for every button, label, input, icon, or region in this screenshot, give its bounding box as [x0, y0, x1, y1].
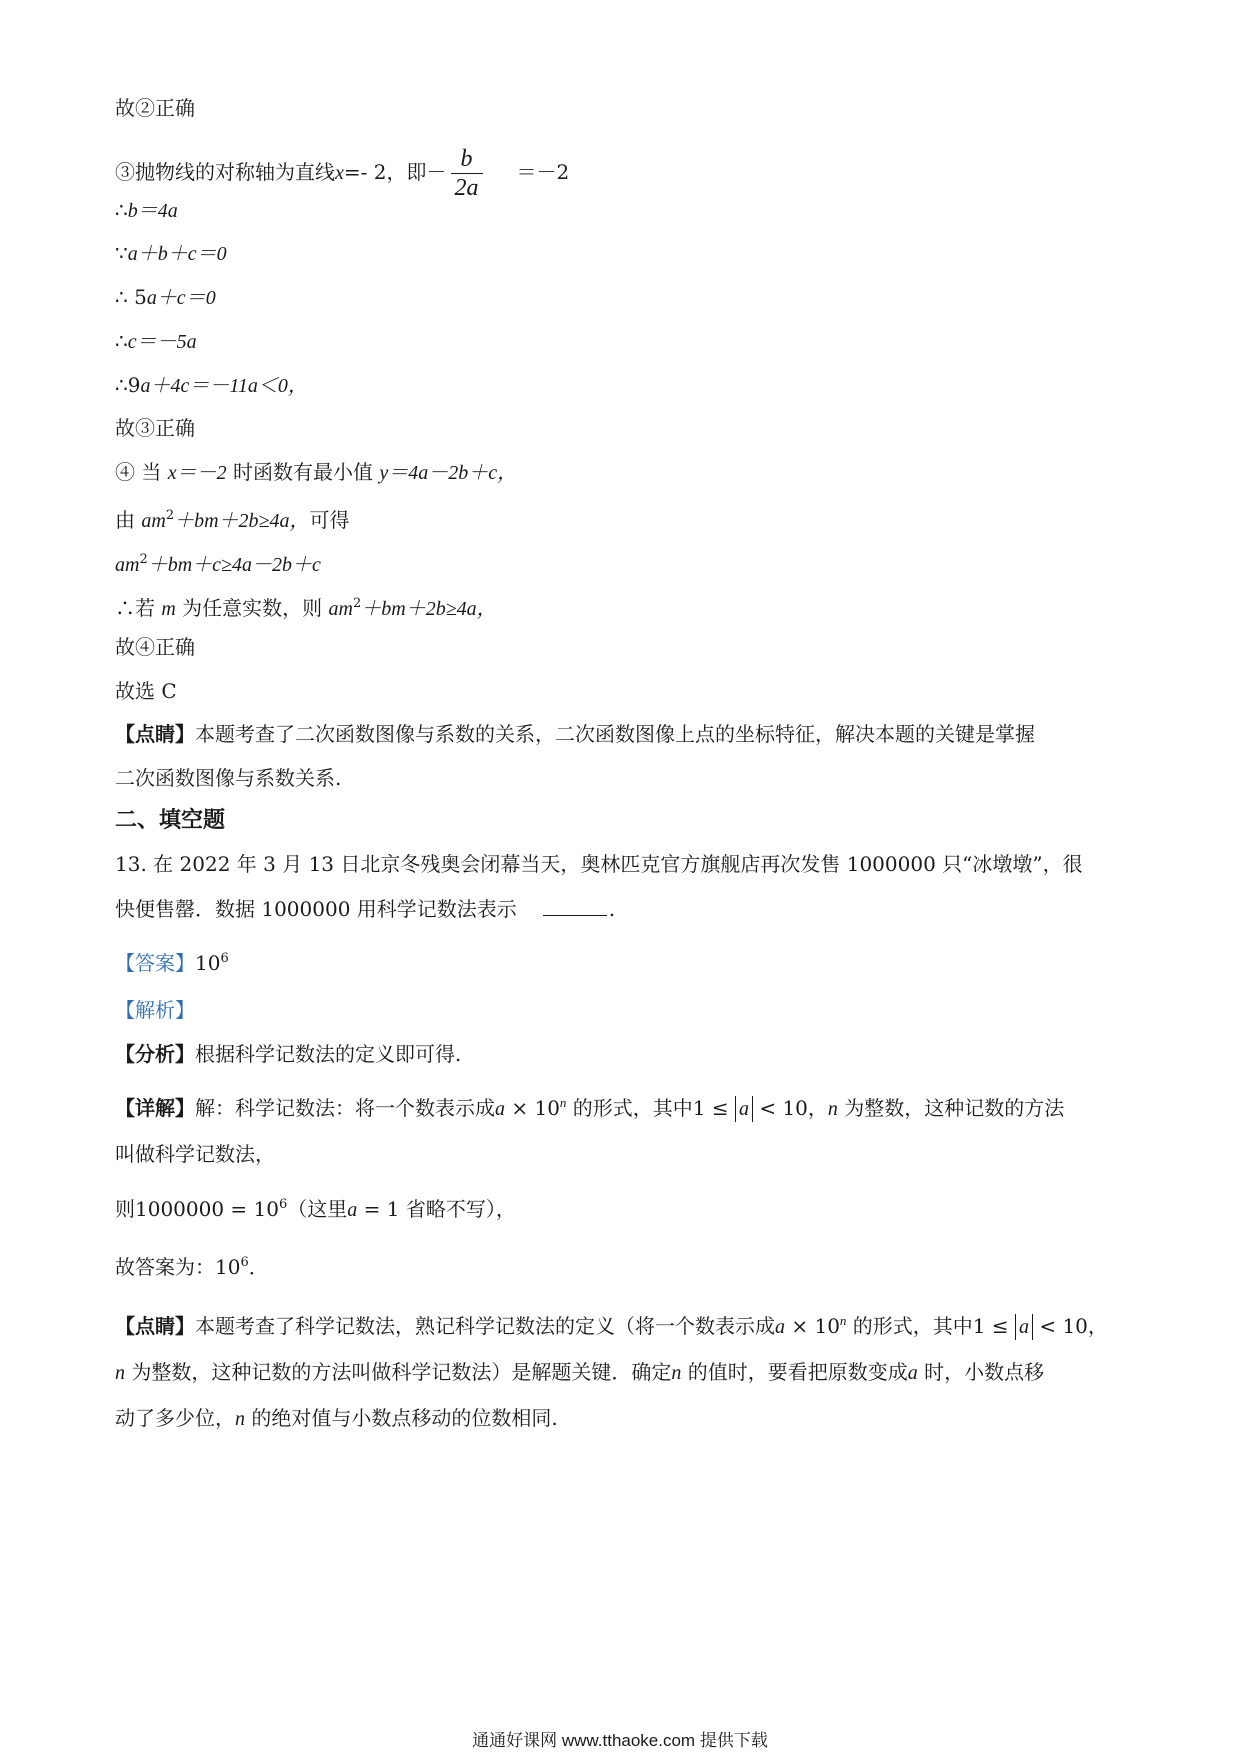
line-minimum-value: ④ 当 x＝－2 时函数有最小值 y＝4a－2b＋c， — [115, 460, 518, 484]
line-9a-plus-4c: ∴9a＋4c＝－11a＜0， — [115, 373, 308, 397]
line-dianjing-1: 【点睛】本题考查了二次函数图像与系数的关系，二次函数图像上点的坐标特征，解决本题的关键是掌握 — [115, 722, 1035, 746]
dianjing-2-line-2: n 为整数，这种记数的方法叫做科学记数法）是解题关键．确定n 的值时，要看把原数变成a 时，小数点移 — [115, 1360, 1045, 1384]
question-13-line-1: 13. 在 2022 年 3 月 13 日北京冬残奥会闭幕当天，奥林匹克官方旗舰店再次发售 1000000 只“冰墩墩”，很 — [115, 852, 1083, 876]
xiangjie-line-2: 叫做科学记数法， — [115, 1142, 275, 1166]
line-inequality-given: 由 $am^2+bm+2b\ge 4a$，可得 — [115, 508, 350, 532]
dianjing-2-line-3: 动了多少位，n 的绝对值与小数点移动的位数相同. — [115, 1406, 558, 1430]
line-5a-plus-c: ∴ 5a＋c＝0 — [115, 285, 216, 309]
line-dianjing-1b: 二次函数图像与系数关系. — [115, 766, 342, 790]
line-b-equals-4a: ∴b＝4a — [115, 198, 178, 222]
line-arbitrary-m: ∴若 m 为任意实数，则 $am^2+bm+2b\ge 4a$， — [115, 596, 497, 620]
question-13-line-2: 快便售罄．数据 1000000 用科学记数法表示 . — [115, 897, 616, 921]
xiangjie-line-1: 【详解】解：科学记数法：将一个数表示成$a \times 10^n$ 的形式，其中1 ≤ a < 10，n 为整数，这种记数的方法 — [115, 1095, 1065, 1120]
line-axis-of-symmetry: ③抛物线的对称轴为直线x=- 2，即－ $\frac{b}{2a}$ ＝－2 — [115, 146, 570, 201]
fraction-b-over-2a: $\frac{b}{2a}$ — [451, 145, 483, 202]
line-conclusion-3: 故③正确 — [115, 416, 195, 440]
line-inequality-derived: $am^2+bm+c\ge 4a-2b+c$ — [115, 552, 321, 576]
dianjing-2-line-1: 【点睛】本题考查了科学记数法，熟记科学记数法的定义（将一个数表示成$a \times 10^n$ 的形式，其中1 ≤ a < 10， — [115, 1313, 1108, 1338]
answer-line: 【答案】$10^6$ — [115, 951, 229, 975]
line-a-plus-b-plus-c: ∵a＋b＋c＝0 — [115, 241, 227, 265]
line-c-equals: ∴c＝－5a — [115, 329, 197, 353]
ze-line: 则$1000000 = 10^6$（这里a = 1 省略不写）， — [115, 1197, 516, 1221]
answer-blank — [543, 897, 607, 916]
line-conclusion-2: 故②正确 — [115, 96, 195, 120]
fenxi-line: 【分析】根据科学记数法的定义即可得. — [115, 1042, 462, 1066]
section-heading: 二、填空题 — [115, 807, 226, 833]
line-conclusion-4: 故④正确 — [115, 635, 195, 659]
line-choice-c: 故选 C — [115, 679, 177, 703]
jiexi-label: 【解析】 — [115, 998, 195, 1022]
page-footer: 通通好课网 www.tthaoke.com 提供下载 — [472, 1731, 768, 1750]
answer-summary-line: 故答案为：$10^6$． — [115, 1255, 269, 1279]
